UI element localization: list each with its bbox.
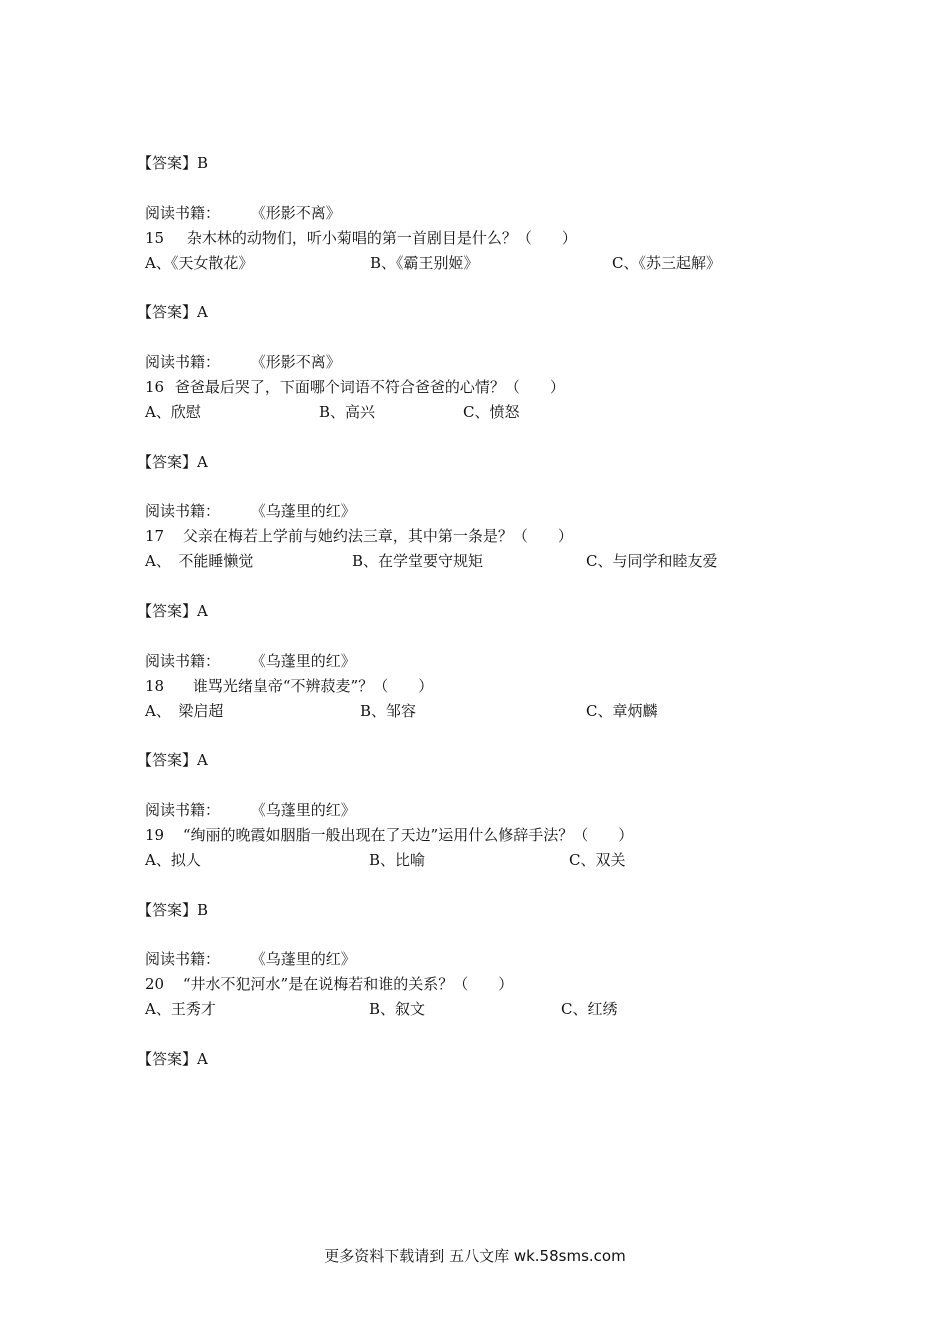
answer-line: 【答案】A [137,303,208,321]
question-number: 18 [145,677,165,695]
question-line [145,825,633,845]
question-line [145,676,433,696]
answer-line: 【答案】A [137,602,208,620]
question-text: 谁骂光绪皇帝“不辨菽麦”？（ ） [192,677,434,695]
book-title: 《乌蓬里的红》 [250,502,356,520]
option-c: C、《苏三起解》 [612,254,721,272]
book-line [145,352,341,372]
option-b: B、在学堂要守规矩 [352,552,484,570]
book-label: 阅读书籍： [145,801,221,819]
book-line [145,203,341,223]
question-number: 19 [145,826,165,844]
answer-line: 【答案】A [137,1050,208,1068]
question-text: 父亲在梅若上学前与她约法三章，其中第一条是？（ ） [182,527,573,545]
question-number: 16 [145,378,165,396]
book-line [145,651,356,671]
book-title: 《乌蓬里的红》 [250,652,356,670]
book-title: 《形影不离》 [250,353,341,371]
question-number: 20 [145,975,165,993]
book-label: 阅读书籍： [145,353,221,371]
option-a: A、《天女散花》 [145,254,254,272]
question-text: 杂木林的动物们，听小菊唱的第一首剧目是什么？（ ） [186,229,577,247]
question-line [145,228,577,248]
option-a: A、 梁启超 [145,702,224,720]
question-number: 17 [145,527,165,545]
book-line [145,949,356,969]
book-label: 阅读书籍： [145,652,221,670]
book-line [145,501,356,521]
book-line [145,800,356,820]
option-b: B、邹容 [360,702,417,720]
option-a: A、 不能睡懒觉 [145,552,254,570]
question-text: 爸爸最后哭了，下面哪个词语不符合爸爸的心情？（ ） [174,378,565,396]
question-line [145,526,573,546]
question-text: “井水不犯河水”是在说梅若和谁的关系？（ ） [182,975,514,993]
option-a: A、欣慰 [145,403,201,421]
option-b: B、比喻 [369,851,426,869]
question-number: 15 [145,229,165,247]
option-c: C、红绣 [561,1000,618,1018]
book-title: 《乌蓬里的红》 [250,801,356,819]
footer-text: 更多资料下载请到 五八文库 wk.58sms.com [324,1247,626,1265]
option-b: B、高兴 [319,403,376,421]
book-label: 阅读书籍： [145,204,221,222]
book-title: 《乌蓬里的红》 [250,950,356,968]
answer-line: 【答案】A [137,453,208,471]
book-label: 阅读书籍： [145,502,221,520]
question-text: “绚丽的晚霞如胭脂一般出现在了天边”运用什么修辞手法？（ ） [182,826,634,844]
option-b: B、叙文 [369,1000,426,1018]
answer-line: 【答案】B [137,154,209,172]
answer-line: 【答案】A [137,751,208,769]
book-title: 《形影不离》 [250,204,341,222]
book-label: 阅读书籍： [145,950,221,968]
option-a: A、拟人 [145,851,201,869]
option-c: C、章炳麟 [586,702,658,720]
question-line [145,377,565,397]
answer-line: 【答案】B [137,901,209,919]
option-c: C、愤怒 [463,403,520,421]
option-c: C、与同学和睦友爱 [586,552,718,570]
option-b: B、《霸王别姬》 [370,254,479,272]
question-line [145,974,513,994]
option-c: C、双关 [569,851,626,869]
option-a: A、王秀才 [145,1000,216,1018]
